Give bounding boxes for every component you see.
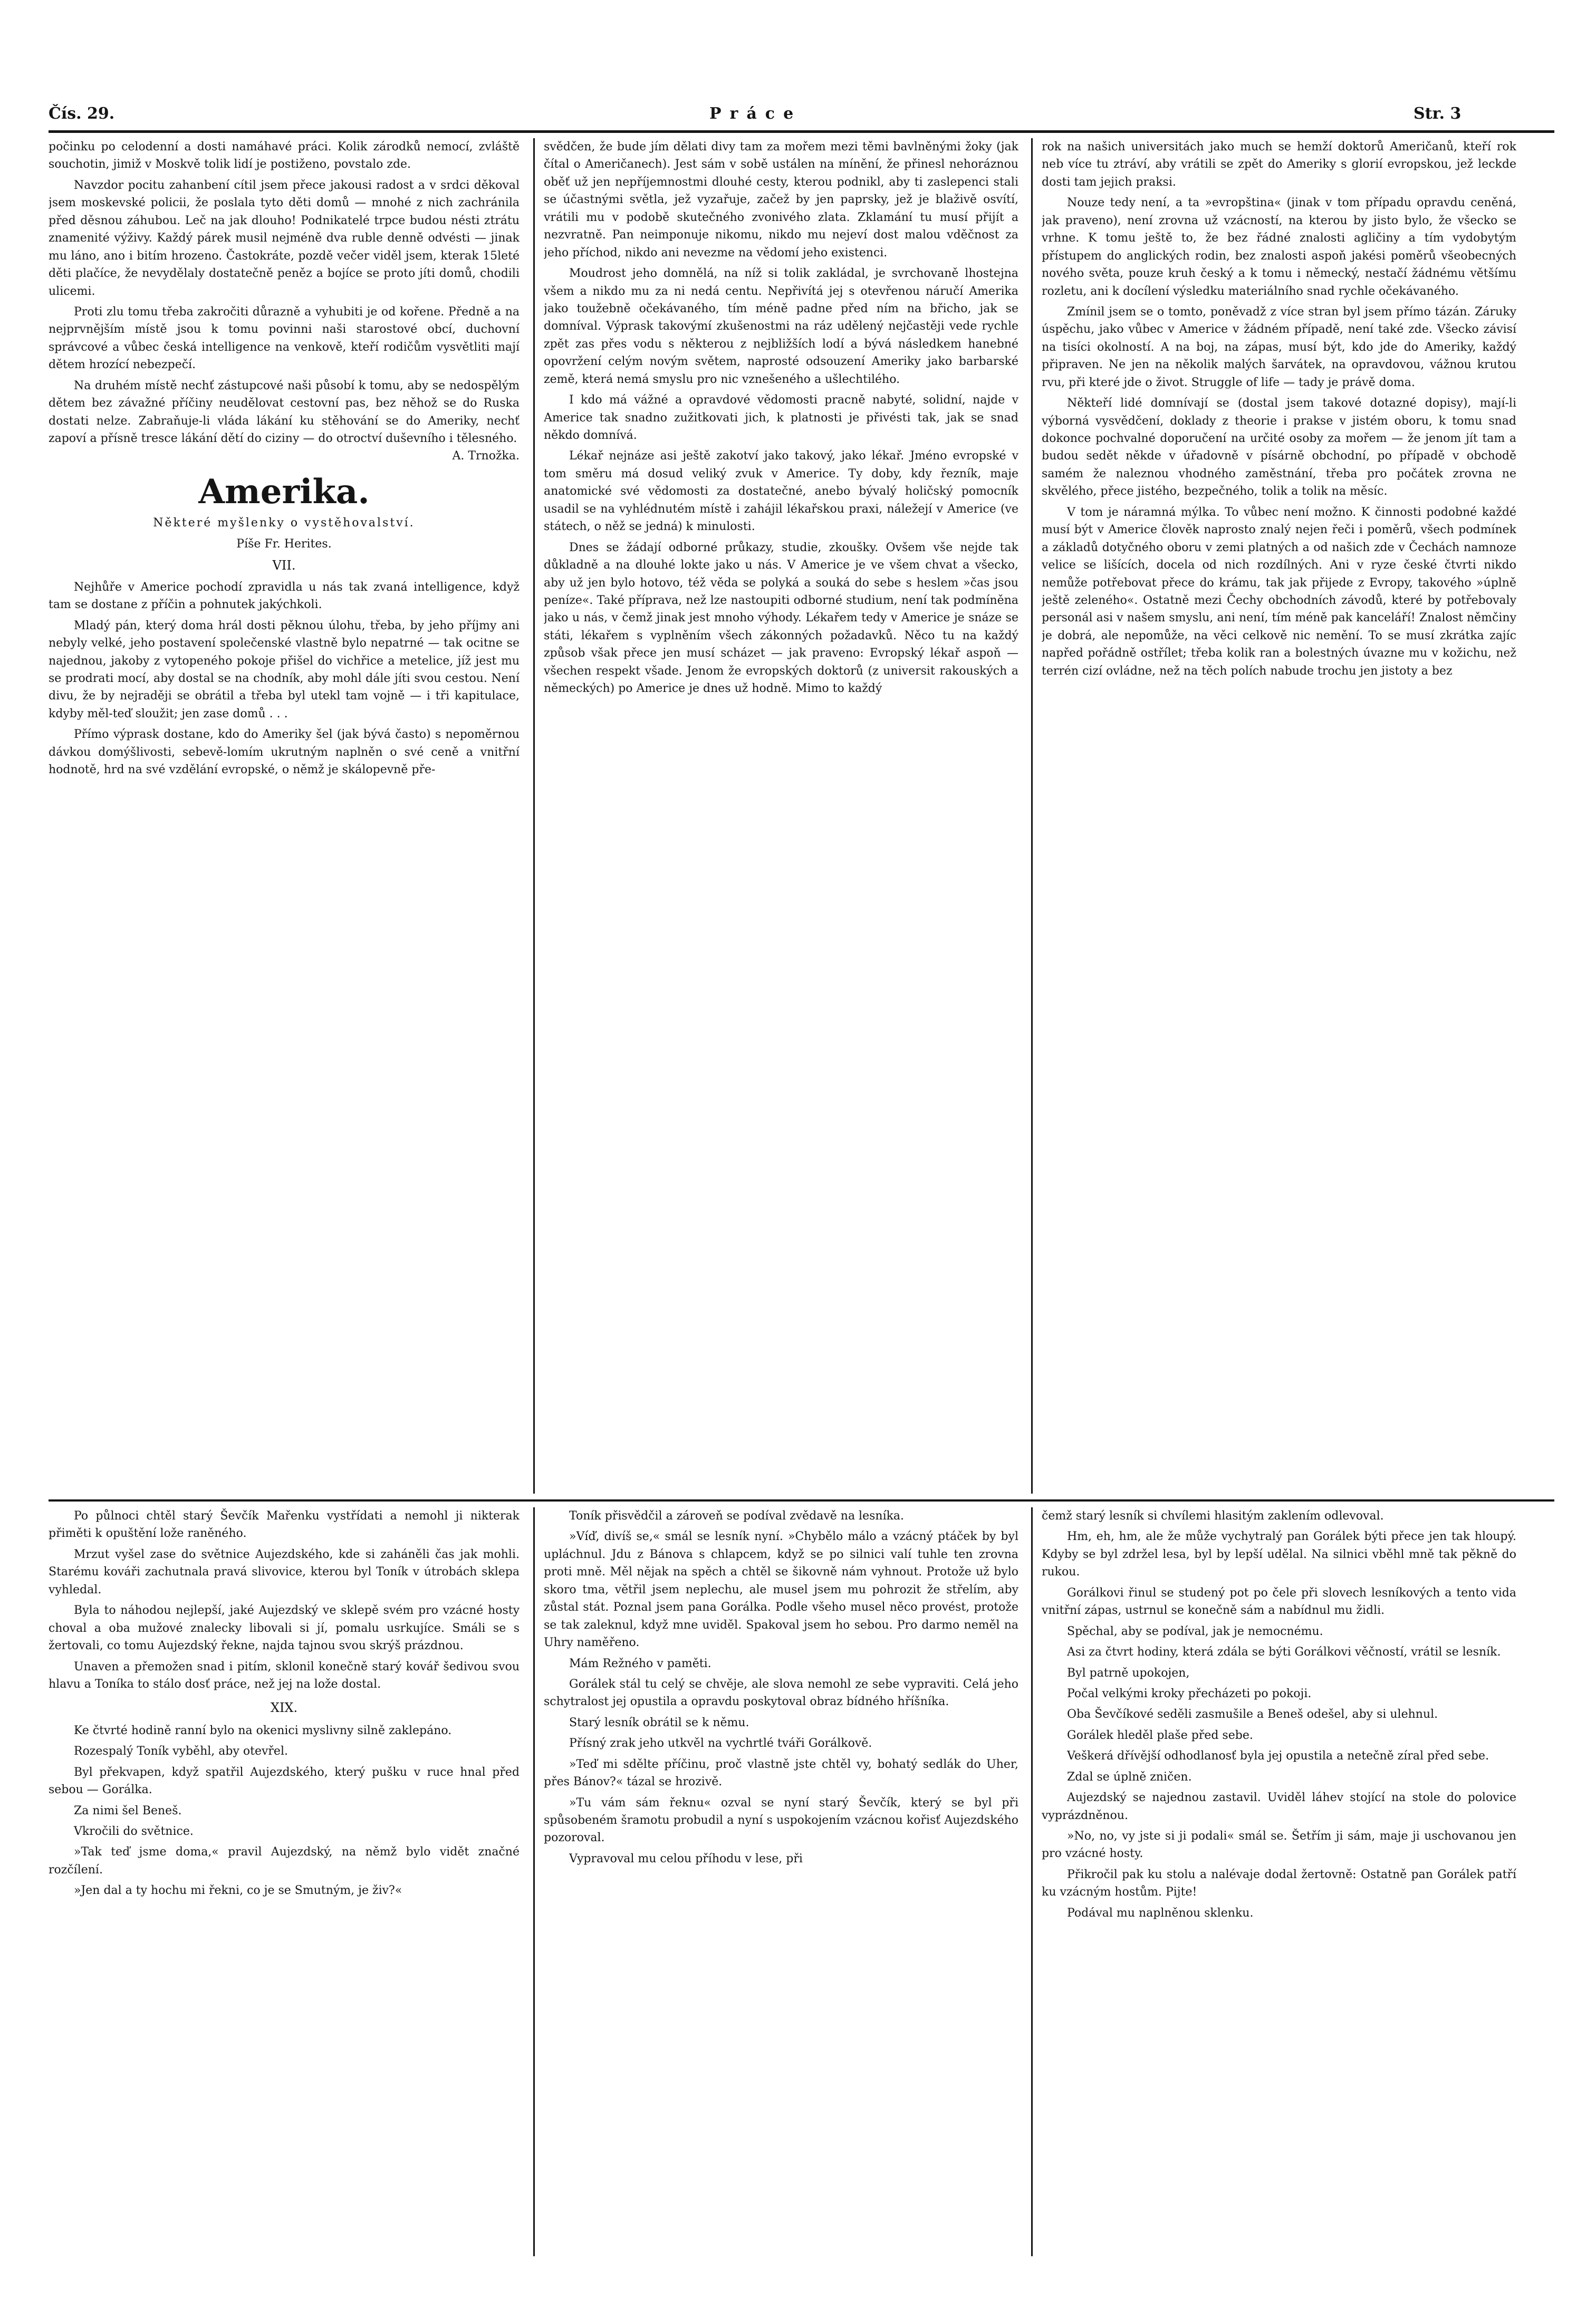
paragraph: Hm, eh, hm, ale že může vychytralý pan Gorálek býti přece jen tak hloupý. Kdyby se byl zdržel lesa, byl by lepší udělal. Na silnici vběhl mně tak pěkně do rukou. (1042, 1530, 1516, 1579)
article-title: Amerika. (198, 472, 370, 512)
paragraph: Počal velkými kroky přecházeti po pokoji. (1067, 1687, 1312, 1700)
column-rule-1 (533, 138, 535, 1494)
section-divider-rule (49, 1499, 1554, 1502)
paragraph: Rozespalý Toník vyběhl, aby otevřel. (74, 1745, 288, 1758)
paragraph: »Teď mi sdělte příčinu, proč vlastně jste chtěl vy, bohatý sedlák do Uher, přes Bánov?« tázal se hrozivě. (544, 1757, 1018, 1789)
page-number: Str. 3 (1414, 104, 1462, 123)
paragraph: Unaven a přemožen snad i pitím, sklonil konečně starý kovář šedivou svou hlavu a Toníka to stálo dosť práce, než jej na lože dostal. (49, 1660, 520, 1691)
paragraph: Mám Režného v paměti. (569, 1657, 712, 1670)
paragraph: Přikročil pak ku stolu a nalévaje dodal žertovně: Ostatně pan Gorálek patří ku vzácným hostům. Pijte! (1042, 1868, 1516, 1899)
column-rule-4 (1031, 1507, 1033, 2256)
paragraph: čemž starý lesník si chvílemi hlasitým zaklením odlevoval. (1042, 1509, 1384, 1523)
paragraph: V tom je náramná mýlka. To vůbec není možno. K činnosti podobné každé musí být v Americe člověk naprosto znalý nejen řeči i poměrů, všech podmínek a základů dotyčného oboru v zemi platných a od našich zde v Čechách namnoze velice se lišících, docela od nich rozdílných. Ani v ryze české čtvrti nikdo nemůže potřebovat přece do krámu, tak jak přijede z Evropy, takového »úplně ještě zeleného«. Ostatně mezi Čechy obchodních závodů, které by potřebovaly personál asi v našem smyslu, ani není, tím méně pak kanceláří! Znalost němčiny je dobrá, ale nepomůže, na věci celkově nic nemění. To se musí zkrátka zajíc napřed pořádně ostřílet; třeba kolik ran a bolestných úvazne mu v kožichu, než terrén cizí ovládne, než na těch polích nabude trochu jen jistoty a bez (1042, 505, 1516, 678)
paragraph: Vypravoval mu celou příhodu v lese, při (569, 1852, 803, 1865)
paragraph: Na druhém místě nechť zástupcové naši působí k tomu, aby se nedospělým dětem bez závažné příčiny neudělovat cestovní pas, bez něhož se do Ruska dostati nelze. Zabraňuje-li vláda lákání ku stěhování se do Ameriky, nechť zapoví a přísně tresce lákání dětí do ciziny — do otroctví duševního i tělesného. (49, 379, 520, 445)
paragraph: Byla to náhodou nejlepší, jaké Aujezdský ve sklepě svém pro vzácné hosty choval a oba mužové znalecky libovali si jí, pomalu usrkujíce. Smáli se s žertovali, co tomu Aujezdský řekne, najda tajnou svou skrýš prázdnou. (49, 1604, 520, 1653)
paragraph: Vkročili do světnice. (74, 1825, 194, 1839)
paragraph: Někteří lidé domnívají se (dostal jsem takové dotazné dopisy), mají-li výborná vysvědčení, doklady z theorie i prakse v jistém oboru, k tomu snad dokonce pochvalné doporučení na určité osoby za mořem — že jenom jít tam a budou sedět někde v úřadovně v písárně obchodní, po případě v obchodě samém že naleznou vhodného zaměstnání, třeba pro počátek zrovna ne skvělého, přece jistého, bezpečného, tolik a tolik na měsíc. (1042, 397, 1516, 498)
paragraph: Po půlnoci chtěl starý Ševčík Mařenku vystřídati a nemohl ji nikterak přiměti k opuštění lože raněného. (49, 1509, 520, 1541)
paragraph: svědčen, že bude jím dělati divy tam za mořem mezi těmi bavlněnými žoky (jak čítal o Američanech). Jest sám v sobě ustálen na mínění, že přinesl nehoráznou oběť už jen nepříjemnostmi dlouhé cesty, kterou podnikl, aby ti zaslepenci stali se účastnými světla, jež vyzařuje, začež by jen paprsky, jež je blaživě osvítí, vrátili mu v podobě skutečného zvonivého zlata. Zklamání tu musí přijít a nezvratně. Pan neimponuje nikomu, nikdo mu nejeví dost malou vděčnost za jeho příchod, nikdo ani nevezme na vědomí jeho existenci. (544, 140, 1018, 259)
paragraph: Asi za čtvrt hodiny, která zdála se býti Gorálkovi věčností, vrátil se lesník. (1067, 1646, 1501, 1659)
paragraph: Gorálek stál tu celý se chvěje, ale slova nemohl ze sebe vypraviti. Celá jeho schytralost jej opustila a opravdu poskytoval obraz bídného hříšníka. (544, 1677, 1018, 1709)
paragraph: počinku po celodenní a dosti namáhavé práci. Kolik zárodků nemocí, zvláště souchotin, jimiž v Moskvě tolik lidí je postiženo, povstalo zde. (49, 140, 520, 171)
top-column-1 (49, 138, 520, 1494)
bottom-column-1 (49, 1507, 520, 2256)
paragraph: »No, no, vy jste si ji podali« smál se. Šetřím ji sám, maje ji uschovanou jen pro vzácné hosty. (1042, 1830, 1516, 1861)
article-signature: A. Trnožka. (452, 449, 520, 463)
paragraph: Spěchal, aby se podíval, jak je nemocnému. (1067, 1624, 1323, 1638)
paragraph: Moudrost jeho domnělá, na níž si tolik zakládal, je svrchovaně lhostejna všem a nikdo mu za ni nedá centu. Nepřivítá jej s otevřenou náručí Amerika jako toužebně očekávaného, tím méně padne před ním na břicho, jak se domníval. Výprask takovýmí zkušenostmi na ráz udělený nejčastěji vede rychle zpět zas přes vodu s některou z nejbližších lodí a bývá následkem hanebné opovržení celým novým světem, naprosté odsouzení Ameriky jako barbarské země, která nemá smyslu pro nic vznešeného a ušlechtilého. (544, 267, 1018, 386)
issue-number: Čís. 29. (49, 104, 115, 123)
paragraph: Přímo výprask dostane, kdo do Ameriky šel (jak bývá často) s nepoměrnou dávkou domýšlivosti, sebevě-lomím ukrutným naplněn o své ceně a vnitřní hodnotě, hrd na své vzdělání evropské, o němž je skálopevně pře- (49, 728, 520, 777)
paragraph: Toník přisvědčil a zároveň se podíval zvědavě na lesníka. (569, 1509, 905, 1523)
bottom-column-3 (1042, 1507, 1516, 2256)
column-rule-3 (533, 1507, 535, 2256)
paragraph: Mladý pán, který doma hrál dosti pěknou úlohu, třeba, by jeho příjmy ani nebyly velké, jeho postavení společenské vlastně bylo nepatrné — tak ocitne se najednou, jakoby z vytopeného pokoje přišel do vichřice a metelice, jíž jest mu se prodrati mocí, aby dostal se na chodník, aby mohl dále jíti svou cestou. Není divu, že by nejraději se obrátil a třeba byl utekl tam vojně — i tři kapitulace, kdyby měl-teď sloužit; jen zase domů . . . (49, 619, 520, 720)
paragraph: Zdal se úplně zničen. (1067, 1770, 1192, 1784)
paragraph: Byl překvapen, když spatřil Aujezdského, který pušku v ruce hnal před sebou — Gorálka. (49, 1765, 520, 1797)
paragraph: Nejhůře v Americe pochodí zpravidla u nás tak zvaná intelligence, když tam se dostane z příčin a pohnutek jakýchkoli. (49, 580, 520, 612)
masthead-title: Práce (709, 104, 802, 123)
paragraph: Starý lesník obrátil se k němu. (569, 1716, 749, 1729)
paragraph: Veškerá dřívější odhodlanosť byla jej opustila a netečně zíral před sebe. (1067, 1749, 1489, 1763)
paragraph: Za nimi šel Beneš. (74, 1804, 182, 1817)
paragraph: Zmínil jsem se o tomto, poněvadž z více stran byl jsem přímo tázán. Záruky úspěchu, jako vůbec v Americe v žádném případě, není také zde. Všecko závisí na tisíci okolností. A na boj, na zápas, musí být, kdo jde do Ameriky, každý připraven. Ne jen na několik malých šarvátek, na opravdovou, vážnou krutou rvu, při které jde o život. Struggle of life — tady je právě doma. (1042, 305, 1516, 389)
paragraph: Gorálek hleděl plaše před sebe. (1067, 1728, 1253, 1742)
article-author: Píše Fr. Herites. (236, 537, 332, 551)
paragraph: Přísný zrak jeho utkvěl na vychrtlé tváři Gorálkově. (569, 1737, 872, 1750)
paragraph: Proti zlu tomu třeba zakročiti důrazně a vyhubiti je od kořene. Předně a na nejprvnějším místě jsou k tomu povinni naši starostové obcí, duchovní správcové a vůbec česká intelligence na venkově, kteří rodičům vysvětliti mají dětem hrozící nebezpečí. (49, 305, 520, 372)
paragraph: »Tak teď jsme doma,« pravil Aujezdský, na němž bylo vidět značné rozčílení. (49, 1845, 520, 1877)
top-column-2 (544, 138, 1018, 1494)
paragraph: Byl patrně upokojen, (1067, 1666, 1190, 1680)
paragraph: Mrzut vyšel zase do světnice Aujezdského, kde si zaháněli čas jak mohli. Starému kováři zachutnala pravá slivovice, kterou byl Toník v útrobách sklepa vyhledal. (49, 1547, 520, 1596)
paragraph: I kdo má vážné a opravdové vědomosti pracně nabyté, solidní, najde v Americe tak snadno zužitkovati jich, k platnosti je přivésti tak, jak se snad někdo domnívá. (544, 393, 1018, 442)
paragraph: »Tu vám sám řeknu« ozval se nyní starý Ševčík, který se byl při spůsobeném šramotu probudil a nyní s uspokojením vzácnou kořisť Aujezdského pozoroval. (544, 1796, 1018, 1845)
paragraph: Dnes se žádají odborné průkazy, studie, zkoušky. Ovšem vše nejde tak důkladně a na dlouhé lokte jako u nás. V Americe je ve všem chvat a všecko, aby už jen bylo hotovo, též věda se polyká a souká do sebe s heslem »čas jsou peníze«. Také příprava, než lze nastoupiti odborné studium, není tak podmíněna jako u nás, v čemž jinak jest mnoho výhody. Lékařem tedy v Americe je snáze se státi, lékařem s vyplněním všech zákonných požadavků. Něco tu na každý způsob však přece jen musí scházet — jak praveno: Evropský lékař aspoň — všechen respekt všade. Jenom že evropských doktorů (z universit rakouských a německých) po Americe je dnes už hodně. Mimo to každý (544, 541, 1018, 696)
paragraph: Lékař nejnáze asi ještě zakotví jako takový, jako lékař. Jméno evropské v tom směru má dosud veliký zvuk v Americe. Ty doby, kdy řezník, maje anatomické své vědomosti za dostatečné, anebo bývalý holičský pomocník usadil se na vyhlédnutém místě i zahájil lékařskou praxi, náležejí v Americe (ve státech, o něž se jedná) k minulosti. (544, 449, 1018, 534)
chapter-number: XIX. (270, 1700, 298, 1716)
paragraph: rok na našich universitách jako much se hemží doktorů Američanů, kteří rok neb více tu ztráví, aby vrátili se zpět do Ameriky s glorií evropskou, jež leckde dosti tam jejich praksi. (1042, 140, 1516, 189)
paragraph: »Jen dal a ty hochu mi řekni, co je se Smutným, je živ?« (74, 1884, 402, 1898)
column-rule-2 (1031, 138, 1033, 1494)
paragraph: Podával mu naplněnou sklenku. (1067, 1906, 1254, 1920)
paragraph: Nouze tedy není, a ta »evropština« (jinak v tom případu opravdu ceněná, jak praveno), není zrovna už vzácností, na kterou by jisto bylo, že všecko se vrhne. K tomu ještě to, že bez řádné znalosti agličiny a tím vydobytým přístupem do anglických rodin, bez znalosti aspoň jakési poměrů všeobecných nového světa, pouze kruh český a k tomu i německý, nestačí žádnému většímu rozletu, ani k docílení výsledku materiálního snad rychle očekávaného. (1042, 196, 1516, 298)
paragraph: Oba Ševčíkové seděli zasmušile a Beneš odešel, aby si ulehnul. (1067, 1708, 1438, 1721)
article-subtitle: Některé myšlenky o vystěhovalství. (153, 516, 415, 530)
top-column-3 (1042, 138, 1516, 1494)
article-chapter-number: VII. (272, 558, 296, 573)
paragraph: Navzdor pocitu zahanbení cítil jsem přece jakousi radost a v srdci děkoval jsem moskevské policii, že poslala tyto děti domů — mnohé z nich zachránila před děsnou záhubou. Leč na jak dlouho! Podnikatelé trpce budou nésti ztrátu znamenité výživy. Každý párek musil nejméně dva ruble denně odvésti — jinak mu láno, ano i bitím hrozeno. Častokráte, pozdě večer viděl jsem, kterak 15leté děti plačíce, že nevydělaly dostatečně peněz a bojíce se proto jíti domů, chodili ulicemi. (49, 178, 520, 298)
paragraph: Gorálkovi řinul se studený pot po čele při slovech lesníkových a tento vida vnitřní zápas, ustrnul se konečně sám a nabídnul mu židli. (1042, 1586, 1516, 1618)
header-rule (49, 130, 1554, 133)
paragraph: Ke čtvrté hodině ranní bylo na okenici myslivny silně zaklepáno. (74, 1724, 452, 1737)
bottom-column-2 (544, 1507, 1018, 2256)
paragraph: »Víď, divíš se,« smál se lesník nyní. »Chybělo málo a vzácný ptáček by byl upláchnul. Jdu z Bánova s chlapcem, když se po silnici valí tuhle ten zrovna proti mně. Měl nějak na spěch a chtěl se šikovně nám vyhnout. Protože už bylo skoro tma, větřil jsem neplechu, ale musel jsem mu pohrozit že střelím, aby zůstal stát. Poznal jsem pana Gorálka. Podle všeho musel něco provést, protože se tak zaleknul, když mne uviděl. Spakoval jsem ho sebou. Pro darmo neměl na Uhry naměřeno. (544, 1530, 1018, 1650)
paragraph: Aujezdský se najednou zastavil. Uviděl láhev stojící na stole do polovice vyprázdněnou. (1042, 1791, 1516, 1822)
